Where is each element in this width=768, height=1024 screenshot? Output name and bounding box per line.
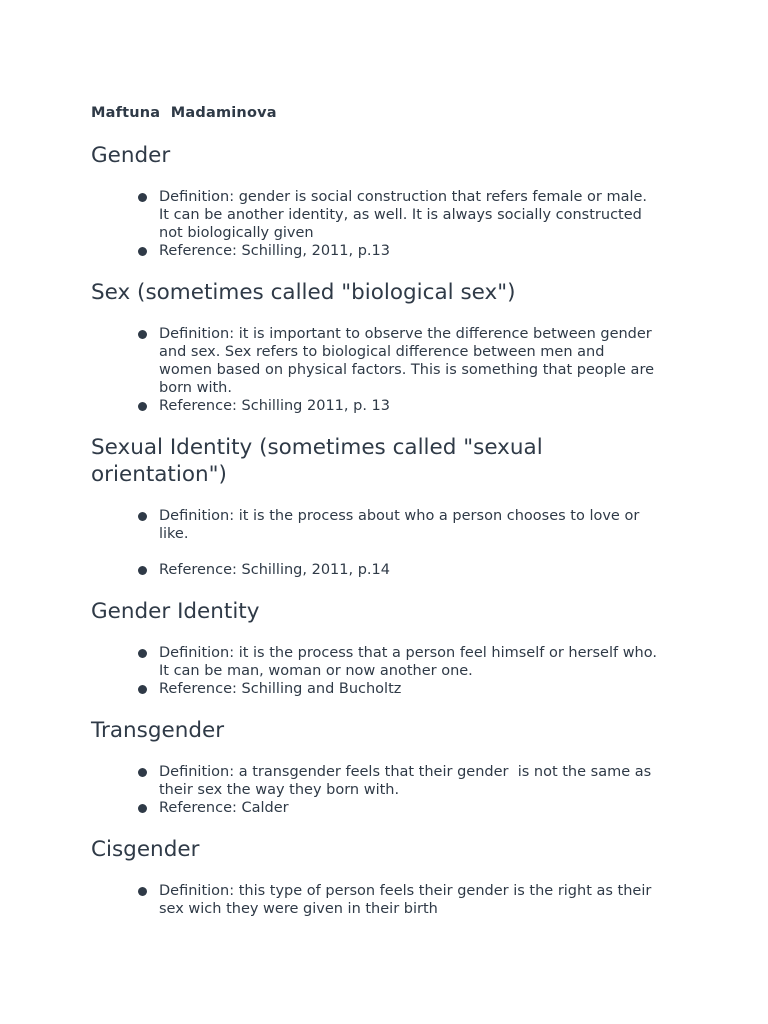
definition-text: Definition: a transgender feels that their gender is not the same as their sex the way they born with. <box>159 764 652 798</box>
list-item <box>91 763 691 799</box>
bullet-icon <box>138 887 147 896</box>
section-heading: Sexual Identity (sometimes called "sexual orientation") <box>91 435 543 487</box>
section-heading: Transgender <box>91 718 225 743</box>
bullet-icon <box>138 402 147 411</box>
list-item <box>91 561 691 579</box>
list-item <box>91 242 691 260</box>
reference-text: Reference: Schilling, 2011, p.14 <box>159 562 390 578</box>
bullet-list <box>91 188 691 260</box>
bullet-icon <box>138 649 147 658</box>
bullet-icon <box>138 685 147 694</box>
section-heading: Gender <box>91 143 171 168</box>
bullet-icon <box>138 330 147 339</box>
definition-text: Definition: it is the process that a person feel himself or herself who. It can be man, woman or now another one. <box>159 645 657 679</box>
bullet-list <box>91 763 691 817</box>
list-item <box>91 680 691 698</box>
list-item <box>91 188 691 242</box>
section-heading: Gender Identity <box>91 599 260 624</box>
bullet-list <box>91 644 691 698</box>
bullet-list <box>91 882 691 918</box>
list-item <box>91 882 691 918</box>
definition-text: Definition: it is important to observe the difference between gender and sex. Sex refers to biological difference between men and women based on physical factors. This is something that people are born with. <box>159 326 655 396</box>
reference-text: Reference: Schilling and Bucholtz <box>159 681 402 697</box>
bullet-icon <box>138 512 147 521</box>
reference-text: Reference: Schilling, 2011, p.13 <box>159 243 390 259</box>
bullet-icon <box>138 193 147 202</box>
section-gender <box>91 142 691 260</box>
bullet-icon <box>138 804 147 813</box>
bullet-icon <box>138 247 147 256</box>
definition-text: Definition: gender is social construction that refers female or male. It can be another identity, as well. It is always socially constructed not biologically given <box>159 189 648 241</box>
definition-text: Definition: it is the process about who a person chooses to love or like. <box>159 508 640 542</box>
bullet-icon <box>138 768 147 777</box>
reference-text: Reference: Schilling 2011, p. 13 <box>159 398 390 414</box>
list-item <box>91 397 691 415</box>
section-heading: Sex (sometimes called "biological sex") <box>91 280 516 305</box>
section-sex <box>91 279 691 415</box>
definition-text: Definition: this type of person feels their gender is the right as their sex wich they were given in their birth <box>159 883 652 917</box>
bullet-list <box>91 507 691 579</box>
section-transgender <box>91 717 691 817</box>
reference-text: Reference: Calder <box>159 800 289 816</box>
list-item <box>91 325 691 397</box>
author-name: Maftuna Madaminova <box>91 105 277 121</box>
list-item <box>91 644 691 680</box>
bullet-icon <box>138 566 147 575</box>
section-gender-identity <box>91 598 691 698</box>
bullet-list <box>91 325 691 415</box>
section-cisgender <box>91 836 691 918</box>
section-sexual-identity <box>91 434 691 579</box>
list-item <box>91 799 691 817</box>
section-heading: Cisgender <box>91 837 200 862</box>
list-item <box>91 507 691 543</box>
